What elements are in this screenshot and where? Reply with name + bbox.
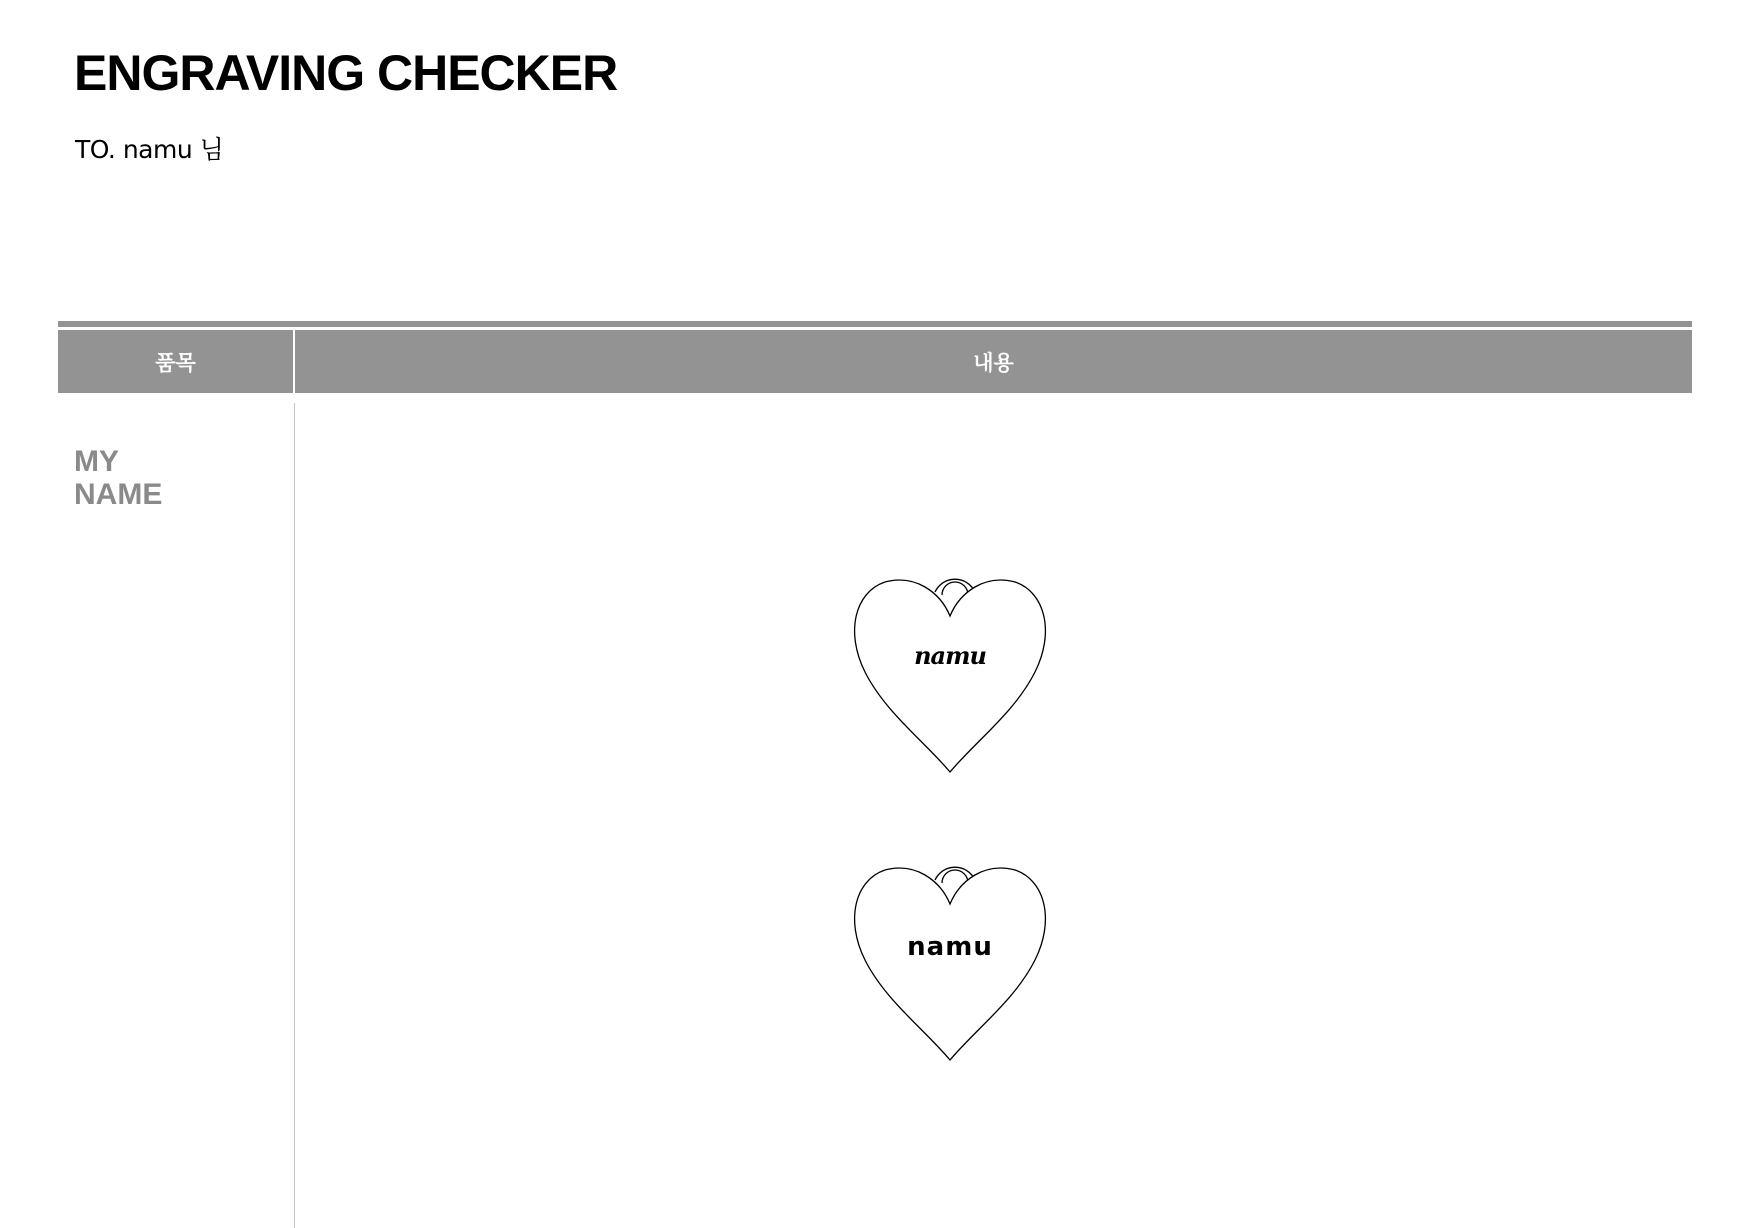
heart-charm-preview-script bbox=[845, 562, 1055, 777]
table-header bbox=[58, 330, 1692, 393]
engraving-text-script: namu bbox=[914, 641, 986, 670]
column-header-content: 내용 bbox=[973, 350, 1014, 375]
heart-charm-preview-print bbox=[845, 850, 1055, 1065]
column-divider bbox=[294, 403, 295, 1228]
column-header-item: 품목 bbox=[58, 330, 295, 393]
engraving-text-print: namu bbox=[907, 932, 993, 962]
item-label bbox=[74, 445, 274, 511]
item-label-line-2: NAME bbox=[74, 478, 163, 511]
page-title: ENGRAVING CHECKER bbox=[74, 45, 618, 101]
table-top-rule bbox=[58, 321, 1692, 327]
recipient-line: TO. namu 님 bbox=[75, 135, 224, 164]
item-label-line-1: MY bbox=[74, 445, 119, 478]
